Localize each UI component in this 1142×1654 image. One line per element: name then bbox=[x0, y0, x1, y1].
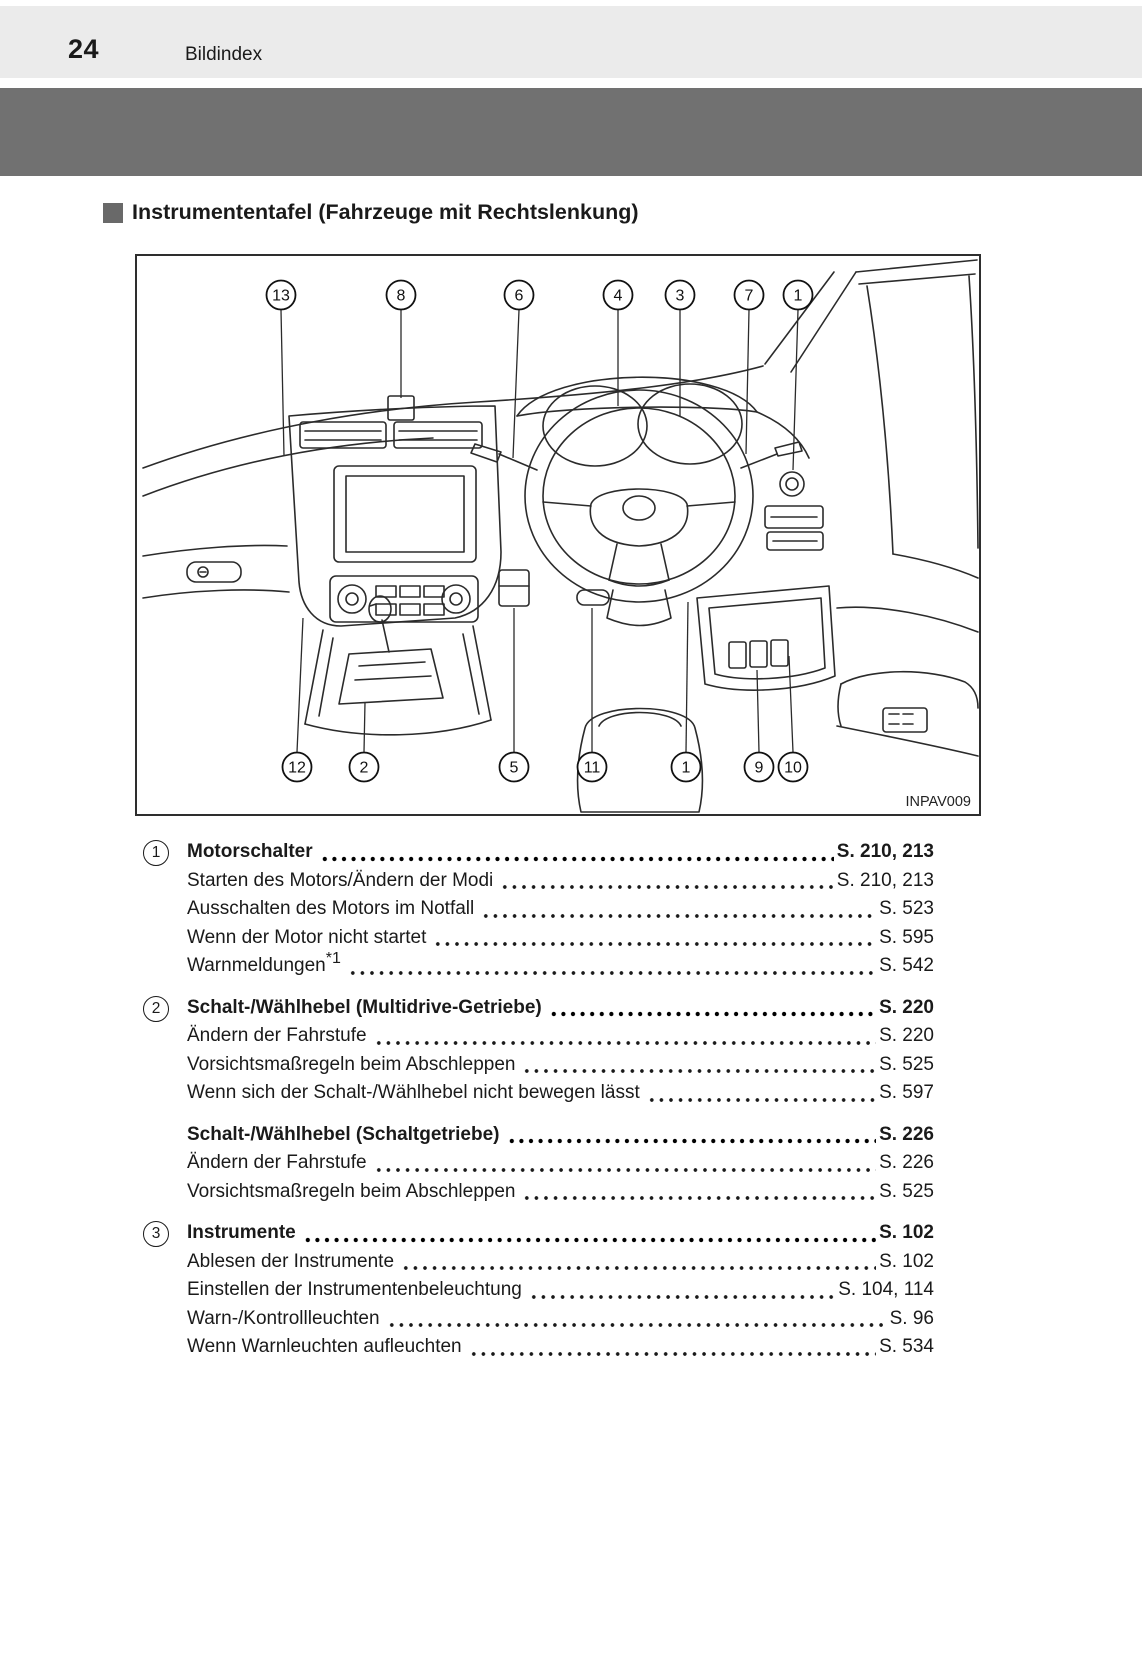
index-item-row bbox=[187, 1333, 934, 1362]
dot-leader bbox=[522, 1051, 876, 1080]
index-item-row bbox=[187, 1248, 934, 1277]
dot-leader bbox=[433, 924, 876, 953]
lower-right-switch-panel bbox=[697, 586, 835, 690]
entry-marker-col bbox=[140, 838, 187, 981]
page-ref: S. 220 bbox=[879, 1025, 934, 1046]
index-item-row bbox=[187, 895, 934, 924]
page-ref: S. 523 bbox=[879, 898, 934, 919]
svg-text:1: 1 bbox=[793, 287, 803, 305]
index-item-row bbox=[187, 867, 934, 896]
index-block bbox=[187, 1121, 934, 1207]
page-ref: S. 210, 213 bbox=[836, 841, 934, 862]
svg-text:6: 6 bbox=[514, 287, 524, 305]
stalk-levers bbox=[471, 442, 802, 470]
small-dash-components bbox=[499, 570, 609, 606]
page-header-strip bbox=[0, 6, 1142, 78]
svg-text:4: 4 bbox=[613, 287, 623, 305]
index-title: Schalt-/Wählhebel (Schaltgetriebe) bbox=[187, 1123, 500, 1145]
page-ref: S. 595 bbox=[879, 926, 934, 948]
entry-body bbox=[187, 1219, 934, 1362]
square-bullet-icon bbox=[103, 203, 123, 223]
dot-leader bbox=[303, 1219, 876, 1248]
callout-4 bbox=[604, 281, 633, 310]
callout-9 bbox=[745, 753, 774, 782]
index-item-row bbox=[187, 952, 934, 981]
svg-text:2: 2 bbox=[359, 759, 369, 777]
index-title-row bbox=[187, 838, 934, 867]
svg-text:7: 7 bbox=[744, 287, 754, 305]
page-ref: S. 525 bbox=[879, 1180, 934, 1202]
callout-5 bbox=[500, 753, 529, 782]
index-item-label: Wenn sich der Schalt-/Wählhebel nicht bewegen lässt bbox=[187, 1082, 640, 1103]
gear-shifter-console bbox=[305, 596, 491, 735]
index-item-row bbox=[187, 1149, 934, 1178]
callout-1-bottom bbox=[672, 753, 701, 782]
dot-leader bbox=[387, 1305, 887, 1334]
page-ref: S. 542 bbox=[879, 955, 934, 976]
dot-leader bbox=[507, 1121, 877, 1150]
svg-text:9: 9 bbox=[754, 759, 764, 777]
index-item-label: Einstellen der Instrumentenbeleuchtung bbox=[187, 1279, 522, 1300]
page-ref: S. 534 bbox=[879, 1336, 934, 1357]
index-entry bbox=[140, 994, 934, 1207]
entry-number: 1 bbox=[143, 840, 169, 866]
index-item-label: Ändern der Fahrstufe bbox=[187, 1025, 367, 1046]
entry-marker-col bbox=[140, 1219, 187, 1362]
index-item-row bbox=[187, 1276, 934, 1305]
dot-leader bbox=[320, 838, 834, 867]
index-item-label: Wenn Warnleuchten aufleuchten bbox=[187, 1336, 462, 1357]
svg-text:3: 3 bbox=[675, 287, 685, 305]
dot-leader bbox=[374, 1149, 877, 1178]
dot-leader bbox=[529, 1276, 835, 1305]
footnote-marker: *1 bbox=[325, 950, 341, 967]
index-item-row bbox=[187, 1079, 934, 1108]
index-item-label: Starten des Motors/Ändern der Modi bbox=[187, 869, 494, 891]
index-block bbox=[187, 838, 934, 981]
figure-box bbox=[135, 254, 981, 816]
dot-leader bbox=[401, 1248, 876, 1277]
index-item-row bbox=[187, 1051, 934, 1080]
glovebox-handle bbox=[187, 562, 241, 582]
page-ref: S. 102 bbox=[879, 1250, 934, 1272]
callout-6 bbox=[505, 281, 534, 310]
section-heading bbox=[103, 200, 639, 225]
page-ref: S. 210, 213 bbox=[836, 869, 934, 891]
callout-1-top bbox=[784, 281, 813, 310]
dot-leader bbox=[374, 1022, 877, 1051]
page-ref: S. 96 bbox=[889, 1307, 934, 1329]
index-item-label: Wenn der Motor nicht startet bbox=[187, 926, 427, 948]
index-item-label: Ändern der Fahrstufe bbox=[187, 1152, 367, 1173]
dot-leader bbox=[469, 1333, 876, 1362]
index-item-row bbox=[187, 1305, 934, 1334]
figure-code: INPAV009 bbox=[905, 794, 971, 810]
center-stack bbox=[289, 396, 501, 626]
page-ref: S. 525 bbox=[879, 1053, 934, 1075]
svg-text:5: 5 bbox=[509, 759, 519, 777]
entry-body bbox=[187, 994, 934, 1207]
svg-text:11: 11 bbox=[583, 759, 601, 777]
entry-marker-col bbox=[140, 994, 187, 1207]
index-title-row bbox=[187, 1219, 934, 1248]
svg-text:8: 8 bbox=[396, 287, 406, 305]
callout-7 bbox=[735, 281, 764, 310]
index-list bbox=[140, 838, 934, 1362]
index-item-label: Vorsichtsmaßregeln beim Abschleppen bbox=[187, 1180, 516, 1202]
index-title: Motorschalter bbox=[187, 841, 313, 862]
index-block bbox=[187, 994, 934, 1108]
dashboard-illustration bbox=[137, 256, 979, 814]
callout-2 bbox=[350, 753, 379, 782]
dot-leader bbox=[647, 1079, 876, 1108]
index-item-label: Ablesen der Instrumente bbox=[187, 1250, 395, 1272]
index-item-row bbox=[187, 1178, 934, 1207]
page-ref: S. 226 bbox=[879, 1123, 934, 1145]
callout-13 bbox=[267, 281, 296, 310]
index-item-row bbox=[187, 1022, 934, 1051]
index-item-label: Vorsichtsmaßregeln beim Abschleppen bbox=[187, 1053, 516, 1075]
page-ref: S. 104, 114 bbox=[838, 1279, 934, 1300]
page-ref: S. 102 bbox=[879, 1222, 934, 1243]
index-item-label: Warnmeldungen$^{*1}$ bbox=[187, 950, 341, 976]
entry-number: 3 bbox=[143, 1221, 169, 1247]
svg-text:13: 13 bbox=[272, 287, 290, 305]
index-title-row bbox=[187, 1121, 934, 1150]
callout-10 bbox=[779, 753, 808, 782]
index-title: Schalt-/Wählhebel (Multidrive-Getriebe) bbox=[187, 996, 542, 1018]
figure-callouts bbox=[267, 281, 813, 782]
section-title: Instrumententafel (Fahrzeuge mit Rechtslenkung) bbox=[132, 200, 639, 224]
dot-leader bbox=[348, 952, 876, 981]
callout-3 bbox=[666, 281, 695, 310]
svg-text:12: 12 bbox=[288, 759, 306, 777]
chapter-title: Bildindex bbox=[185, 44, 263, 65]
dot-leader bbox=[522, 1178, 876, 1207]
entry-number: 2 bbox=[143, 996, 169, 1022]
callout-12 bbox=[283, 753, 312, 782]
index-entry bbox=[140, 1219, 934, 1362]
svg-text:1: 1 bbox=[681, 759, 691, 777]
engine-switch bbox=[780, 472, 804, 496]
dot-leader bbox=[481, 895, 876, 924]
index-title-row bbox=[187, 994, 934, 1023]
index-title: Instrumente bbox=[187, 1222, 296, 1243]
page-ref: S. 220 bbox=[879, 996, 934, 1018]
page-ref: S. 597 bbox=[879, 1082, 934, 1103]
callout-8 bbox=[387, 281, 416, 310]
callout-11 bbox=[578, 753, 607, 782]
index-block bbox=[187, 1219, 934, 1362]
dot-leader bbox=[500, 867, 834, 896]
side-vents bbox=[765, 506, 823, 550]
page-number: 24 bbox=[68, 34, 100, 64]
dot-leader bbox=[549, 994, 876, 1023]
svg-text:10: 10 bbox=[784, 759, 802, 777]
page-ref: S. 226 bbox=[879, 1152, 934, 1173]
index-item-label: Warn-/Kontrollleuchten bbox=[187, 1307, 380, 1329]
entry-body bbox=[187, 838, 934, 981]
door-panel bbox=[837, 554, 978, 756]
index-item-label: Ausschalten des Motors im Notfall bbox=[187, 898, 475, 919]
index-item-row bbox=[187, 924, 934, 953]
index-entry bbox=[140, 838, 934, 981]
steering-wheel-and-cluster bbox=[517, 377, 757, 625]
chapter-color-band bbox=[0, 88, 1142, 176]
